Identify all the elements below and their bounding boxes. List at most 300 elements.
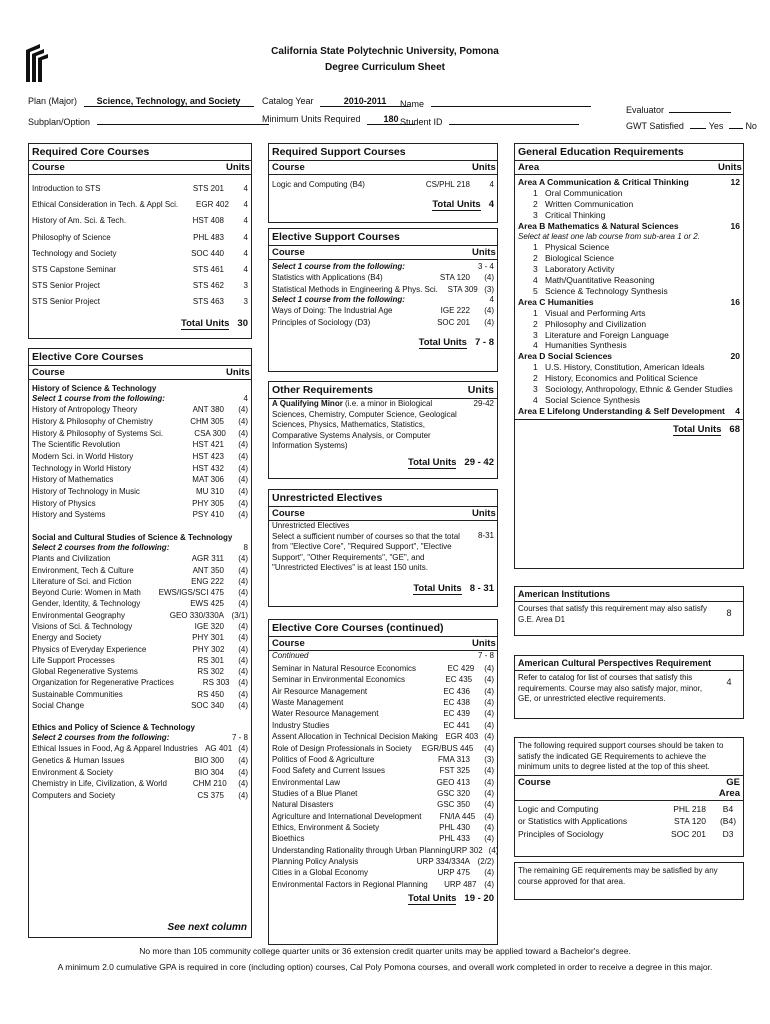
group2-select: Select 2 courses from the following: — [32, 543, 170, 553]
course-code: PSY 410 — [192, 510, 224, 520]
course-name: Waste Management — [272, 698, 344, 708]
american-cultural-title: American Cultural Perspectives Requirement — [515, 656, 743, 671]
course-units: (4) — [238, 440, 248, 450]
course-row — [29, 743, 251, 755]
ge-subarea-number: 4 — [533, 395, 538, 406]
ge-subarea-label: Literature and Foreign Language — [545, 329, 669, 340]
elective-core-cont-rows — [269, 661, 497, 890]
required-support-title: Required Support Courses — [269, 144, 497, 161]
course-code: HST 408 — [192, 216, 224, 226]
course-units: (4) — [238, 767, 248, 777]
course-code: EC 435 — [445, 675, 473, 685]
course-name: Beyond Curie: Women in Math — [32, 588, 141, 598]
course-units: (4) — [238, 576, 248, 586]
course-units: 3 — [243, 297, 248, 307]
course-units: (4) — [488, 845, 499, 855]
course-name: Statistical Methods in Engineering & Phys. Sci. — [272, 284, 438, 294]
course-units: (3/1) — [231, 610, 248, 620]
course-name: History and Systems — [32, 510, 106, 520]
gwt-no-label: No — [745, 121, 757, 131]
course-row — [269, 284, 497, 296]
elective-core-cont-title: Elective Core Courses (continued) — [269, 620, 497, 637]
course-units: (4) — [484, 766, 494, 776]
course-row — [29, 553, 251, 564]
ge-subarea-label: Biological Science — [545, 253, 614, 264]
course-code: MAT 306 — [192, 475, 224, 485]
course-name: Seminar in Natural Resource Economics — [272, 664, 417, 674]
course-row — [29, 767, 251, 779]
course-row — [269, 788, 497, 799]
course-units: 4 — [243, 265, 248, 275]
course-units: (4) — [484, 273, 494, 283]
course-name: Ethics, Environment & Society — [272, 822, 380, 832]
course-units: (4) — [238, 554, 248, 564]
course-code: EGR/BUS 445 — [421, 743, 474, 753]
elective-support-colhdr — [269, 246, 497, 260]
footer-line-2: A minimum 2.0 cumulative GPA is required in core (including option) courses, Cal Poly Pomona courses, and overall work completed in order to receive a degree in this major. — [57, 962, 713, 972]
course-row — [29, 451, 251, 463]
course-code: FST 325 — [439, 766, 470, 776]
course-name: Ethical Consideration in Tech. & Appl Sci. — [32, 200, 179, 210]
course-code: HST 432 — [192, 463, 224, 473]
ge-subarea — [515, 210, 743, 221]
support-ge-row — [515, 828, 743, 841]
course-units: (4) — [238, 510, 248, 520]
course-row — [29, 428, 251, 440]
unrestricted-title: Unrestricted Electives — [269, 490, 497, 507]
group3-select-row — [29, 733, 251, 743]
ge-subarea — [515, 188, 743, 199]
ge-colhdr — [515, 161, 743, 175]
course-name: Environment, Tech & Culture — [32, 565, 134, 575]
ge-subarea — [515, 384, 743, 395]
other-requirements-title: Other Requirements — [272, 384, 373, 396]
course-name: Cities in a Global Economy — [272, 868, 369, 878]
course-units: 4 — [243, 200, 248, 210]
ge-subarea-number: 2 — [533, 373, 538, 384]
course-row — [29, 677, 251, 688]
elective-core-title: Elective Core Courses — [29, 349, 251, 366]
course-units: 4 — [243, 184, 248, 193]
qualifying-minor-label: A Qualifying Minor — [272, 399, 343, 408]
ge-subarea — [515, 253, 743, 264]
select2-row — [269, 295, 497, 305]
required-support-box — [268, 143, 498, 223]
ge-area-note: Select at least one lab course from sub-area 1 or 2. — [518, 231, 700, 241]
course-name: Philosophy of Science — [32, 232, 111, 242]
select1-label: Select 1 course from the following: — [272, 262, 405, 271]
course-name: Modern Sci. in World History — [32, 451, 134, 461]
course-row — [269, 720, 497, 731]
course-name: Technology and Society — [32, 248, 117, 258]
american-cultural-text: Refer to catalog for list of courses that satisfy this requirements. Course may also satisfy major, minor, GE, or unrestricted elective requirements. — [518, 673, 703, 703]
col-units: Units — [718, 162, 742, 173]
select1-rows — [269, 272, 497, 295]
qualifying-minor-text — [269, 399, 468, 452]
course-units: (4) — [484, 664, 494, 674]
course-code: EC 438 — [443, 698, 470, 708]
course-row — [269, 822, 497, 833]
course-code: GSC 320 — [437, 788, 470, 798]
course-units: (4) — [484, 686, 494, 696]
course-units: 4 — [243, 232, 248, 242]
student-id-field[interactable] — [449, 114, 579, 125]
ge-subarea-number: 3 — [533, 384, 538, 395]
course-units: (4) — [238, 588, 248, 598]
course-row — [29, 632, 251, 643]
required-support-total — [269, 198, 497, 212]
required-core-box — [28, 143, 252, 339]
course-code: AGR 311 — [191, 554, 224, 564]
course-row — [269, 686, 497, 697]
ge-area-code: B4 — [722, 803, 734, 814]
american-institutions-units: 8 — [726, 608, 732, 618]
course-row — [29, 181, 251, 197]
course-name: Global Regenerative Systems — [32, 667, 138, 677]
elective-core-colhdr — [29, 366, 251, 380]
elective-core-box — [28, 348, 252, 938]
ge-area-name: Area D Social Sciences — [518, 351, 613, 362]
course-row — [29, 197, 251, 213]
col-units: Units — [472, 247, 496, 258]
course-row — [269, 305, 497, 317]
course-units: (3) — [484, 754, 494, 764]
elective-support-title: Elective Support Courses — [269, 229, 497, 246]
required-support-colhdr — [269, 161, 497, 175]
course-code: GEO 413 — [436, 777, 470, 787]
ge-subarea — [515, 286, 743, 297]
ge-area-units: 16 — [730, 296, 740, 307]
course-row — [269, 845, 497, 856]
course-units: (4) — [484, 675, 494, 685]
course-row — [29, 404, 251, 416]
course-code: EWS/IGS/SCI 475 — [158, 588, 224, 598]
course-units: (4) — [484, 709, 494, 719]
course-name: Ways of Doing: The Industrial Age — [272, 306, 393, 316]
col-units: Units — [472, 638, 496, 649]
course-code: STS 462 — [192, 281, 224, 291]
course-name: Seminar in Environmental Economics — [272, 675, 405, 685]
ge-subarea-label: Oral Communication — [545, 188, 623, 198]
ge-subarea-number: 2 — [533, 253, 538, 264]
course-row — [29, 278, 251, 294]
total-label: Total Units — [408, 892, 457, 904]
course-code: SOC 340 — [191, 701, 224, 711]
other-requirements-total — [269, 456, 497, 470]
col-course: Course — [32, 162, 65, 173]
course-code: IGE 222 — [440, 306, 470, 316]
course-row — [29, 576, 251, 587]
course-row — [269, 867, 497, 878]
elective-core-cont-box — [268, 619, 498, 945]
course-code: CSA 300 — [194, 428, 226, 438]
student-id-row — [400, 114, 579, 127]
course-units: (4) — [238, 779, 248, 789]
gwt-yes-field[interactable] — [690, 118, 706, 129]
ge-area-row — [515, 406, 743, 417]
course-name: Sustainable Communities — [32, 689, 123, 699]
course-code: MU 310 — [195, 487, 224, 497]
support-ge-colhdr — [515, 776, 743, 801]
course-row — [29, 778, 251, 790]
ge-subarea-number: 4 — [533, 274, 538, 285]
course-row — [269, 708, 497, 719]
course-units: (4) — [484, 868, 494, 878]
course-code: HST 423 — [192, 451, 224, 461]
ge-area-row — [515, 297, 743, 308]
course-code: EC 436 — [443, 686, 470, 696]
course-name: History of Antropology Theory — [32, 405, 138, 415]
course-code: RS 302 — [197, 667, 224, 677]
select1-units: 3 - 4 — [477, 262, 494, 271]
course-units: (4) — [484, 811, 494, 821]
course-name: Studies of a Blue Planet — [272, 788, 358, 798]
ge-subarea-number: 3 — [533, 329, 538, 340]
subplan-field[interactable] — [97, 114, 269, 125]
ge-area-units: 20 — [730, 351, 740, 362]
min-units-row — [262, 114, 415, 125]
course-units: (4) — [238, 487, 248, 497]
col-units: Units — [472, 508, 496, 519]
course-row — [269, 697, 497, 708]
required-core-rows — [29, 175, 251, 311]
course-name: Principles of Sociology — [518, 828, 604, 839]
other-requirements-header — [269, 382, 497, 399]
ge-subarea-label: Written Communication — [545, 198, 634, 209]
course-name: Industry Studies — [272, 720, 330, 730]
course-name: Statistics with Applications (B4) — [272, 273, 383, 283]
name-label: Name — [400, 99, 425, 109]
ge-subarea-number: 3 — [533, 264, 538, 275]
course-row — [29, 474, 251, 486]
other-requirements-box — [268, 381, 498, 479]
course-row — [29, 621, 251, 632]
sheet-title: Degree Curriculum Sheet — [324, 62, 446, 73]
american-cultural-box — [514, 655, 744, 719]
total-value: 8 - 31 — [469, 582, 494, 594]
group3-units: 7 - 8 — [231, 733, 248, 743]
course-code: STA 120 — [439, 273, 470, 283]
course-units: (4) — [238, 622, 248, 631]
course-name: STS Capstone Seminar — [32, 265, 117, 275]
course-code: PHL 433 — [439, 834, 470, 844]
course-units: (4) — [238, 644, 248, 654]
course-units: (4) — [238, 565, 248, 575]
course-units: (4) — [484, 306, 494, 316]
plan-field[interactable]: Science, Technology, and Society — [84, 96, 254, 107]
course-units: (4) — [238, 416, 248, 426]
course-code: BIO 300 — [194, 756, 224, 766]
total-value: 30 — [237, 317, 248, 329]
catalog-field[interactable]: 2010-2011 — [320, 96, 410, 107]
ge-subarea-number: 1 — [533, 242, 538, 253]
ge-subarea — [515, 362, 743, 373]
ge-subarea-label: Humanities Synthesis — [545, 340, 627, 351]
course-row — [269, 317, 497, 329]
course-row — [29, 755, 251, 767]
course-name: Computers and Society — [32, 790, 116, 800]
gwt-label: GWT Satisfied — [626, 121, 684, 131]
course-name: History of Am. Sci. & Tech. — [32, 216, 127, 226]
course-row — [29, 230, 251, 246]
ge-area-units: 16 — [730, 220, 740, 231]
gwt-row — [626, 118, 757, 131]
course-units: (4) — [238, 689, 248, 699]
total-label: Total Units — [432, 199, 481, 210]
course-units: (4) — [238, 428, 248, 438]
course-code: URP 475 — [437, 868, 470, 878]
course-row — [269, 799, 497, 810]
course-code: SOC 201 — [671, 828, 706, 839]
gwt-no-field[interactable] — [729, 118, 743, 129]
course-name: Water Resource Management — [272, 709, 379, 719]
course-units: (4) — [238, 475, 248, 485]
elective-support-total — [269, 336, 497, 350]
col-course: Course — [272, 247, 305, 258]
course-units: (4) — [484, 800, 494, 810]
ge-subarea-label: Physical Science — [545, 242, 610, 253]
course-code: SOC 201 — [437, 317, 470, 327]
ge-subarea — [515, 340, 743, 351]
ge-subarea — [515, 373, 743, 384]
university-title: California State Polytechnic University, Pomona — [271, 46, 499, 57]
ge-subarea — [515, 242, 743, 253]
course-code: EC 439 — [443, 709, 470, 719]
evaluator-row — [626, 102, 731, 115]
total-value: 7 - 8 — [474, 337, 494, 349]
course-name: or Statistics with Applications — [518, 816, 628, 826]
course-code: EC 441 — [443, 720, 470, 730]
course-code: EGR 402 — [196, 200, 229, 210]
course-row — [29, 463, 251, 475]
course-units: (4) — [484, 698, 494, 708]
course-code: BIO 304 — [194, 767, 224, 777]
plan-row — [28, 96, 254, 107]
course-code: STS 463 — [192, 297, 224, 307]
ge-subarea-label: Sociology, Anthropology, Ethnic & Gender Studies — [545, 384, 733, 395]
ge-subarea-number: 1 — [533, 362, 538, 373]
group3-select: Select 2 courses from the following: — [32, 733, 170, 743]
course-code: STA 309 — [447, 284, 478, 294]
ge-area-code: D3 — [722, 828, 734, 839]
course-code: RS 303 — [202, 678, 230, 688]
group2-select-row — [29, 543, 251, 553]
course-name: Bioethics — [272, 834, 305, 844]
course-code: EC 429 — [447, 664, 475, 674]
course-name: Logic and Computing — [518, 803, 599, 814]
group2-rows — [29, 553, 251, 711]
course-units: (4) — [238, 756, 248, 766]
required-core-colhdr — [29, 161, 251, 175]
course-name: Planning Policy Analysis — [272, 856, 359, 866]
total-value: 29 - 42 — [464, 456, 494, 468]
unrestricted-colhdr — [269, 507, 497, 521]
required-support-rows — [269, 175, 497, 190]
course-code: ANT 380 — [192, 405, 224, 415]
subplan-label: Subplan/Option — [28, 117, 91, 127]
course-row — [29, 565, 251, 576]
course-name: Organization for Regenerative Practices — [32, 678, 174, 688]
qualifying-minor-desc: (i.e. a minor in Biological Sciences, Chemistry, Computer Science, Geological Sciences, Physics, Mathematics, Statistics, Comparative Systems Analysis, or Computer Information Systems) — [272, 399, 457, 450]
course-name: STS Senior Project — [32, 297, 101, 307]
course-row — [269, 879, 497, 890]
course-code: RS 301 — [197, 655, 224, 665]
course-row — [29, 655, 251, 666]
course-code: SOC 440 — [191, 248, 224, 258]
course-row — [29, 262, 251, 278]
gwt-yes-label: Yes — [708, 121, 724, 131]
course-name: History & Philosophy of Systems Sci. — [32, 428, 164, 438]
course-row — [269, 731, 497, 742]
select2-rows — [269, 305, 497, 328]
course-row — [29, 610, 251, 621]
catalog-row — [262, 96, 410, 107]
ge-area-units: 12 — [730, 177, 740, 187]
course-name: Genetics & Human Issues — [32, 756, 125, 766]
course-name: Role of Design Professionals in Society — [272, 743, 412, 753]
course-code: CHM 210 — [192, 779, 227, 789]
col-units: Units — [467, 384, 494, 396]
course-name: Natural Disasters — [272, 800, 334, 810]
support-ge-intro: The following required support courses should be taken to satisfy the indicated GE Requirements to achieve the minimum units to degree listed at the top of this sheet. — [515, 738, 743, 776]
group1-select-row — [29, 394, 251, 404]
ge-area-code: (B4) — [719, 816, 737, 826]
course-units: (4) — [238, 498, 248, 508]
ge-area-row — [515, 177, 743, 188]
course-name: STS Senior Project — [32, 281, 101, 291]
min-units-field[interactable]: 180 — [367, 114, 415, 125]
course-row — [269, 272, 497, 284]
course-name: Ethical Issues in Food, Ag & Apparel Industries — [32, 744, 198, 754]
elective-core-cont-colhdr — [269, 637, 497, 651]
ge-subarea — [515, 264, 743, 275]
ge-subarea-label: Science & Technology Synthesis — [545, 285, 668, 296]
group3-rows — [29, 743, 251, 801]
evaluator-field[interactable] — [669, 102, 731, 113]
select2-units: 4 — [489, 295, 494, 305]
course-code: HST 421 — [192, 440, 224, 450]
col-units: Units — [226, 162, 250, 173]
course-code: EWS 425 — [190, 599, 224, 609]
name-field[interactable] — [431, 96, 591, 107]
group1-rows — [29, 404, 251, 521]
course-units: (4) — [484, 834, 494, 844]
ge-area-name: Area C Humanities — [518, 296, 594, 307]
ge-subarea-number: 2 — [533, 318, 538, 329]
col-course: Course — [32, 367, 65, 378]
course-row — [269, 833, 497, 844]
course-units: (4) — [238, 463, 248, 473]
col-course: Course — [272, 638, 305, 649]
course-code: GEO 330/330A — [169, 610, 224, 620]
course-name: Technology in World History — [32, 463, 132, 473]
course-units: 4 — [243, 248, 248, 258]
footer-line-1: No more than 105 community college quarter units or 36 extension credit quarter units may be applied toward a Bachelor's degree. — [139, 946, 631, 956]
ge-subarea-number: 3 — [533, 209, 538, 220]
select1-row — [269, 262, 497, 272]
col-course: Course — [272, 162, 305, 173]
required-core-title: Required Core Courses — [29, 144, 251, 161]
course-code: STS 461 — [192, 265, 224, 275]
ge-area-name: Area B Mathematics & Natural Sciences — [518, 220, 679, 231]
course-name: Logic and Computing (B4) — [272, 180, 365, 189]
course-name: Environment & Society — [32, 767, 113, 777]
course-row — [269, 674, 497, 685]
student-id-label: Student ID — [400, 117, 443, 127]
col-ge-area: GE Area — [718, 776, 740, 799]
unrestricted-desc-block — [269, 521, 468, 574]
unrestricted-line1: Unrestricted Electives — [272, 521, 350, 530]
